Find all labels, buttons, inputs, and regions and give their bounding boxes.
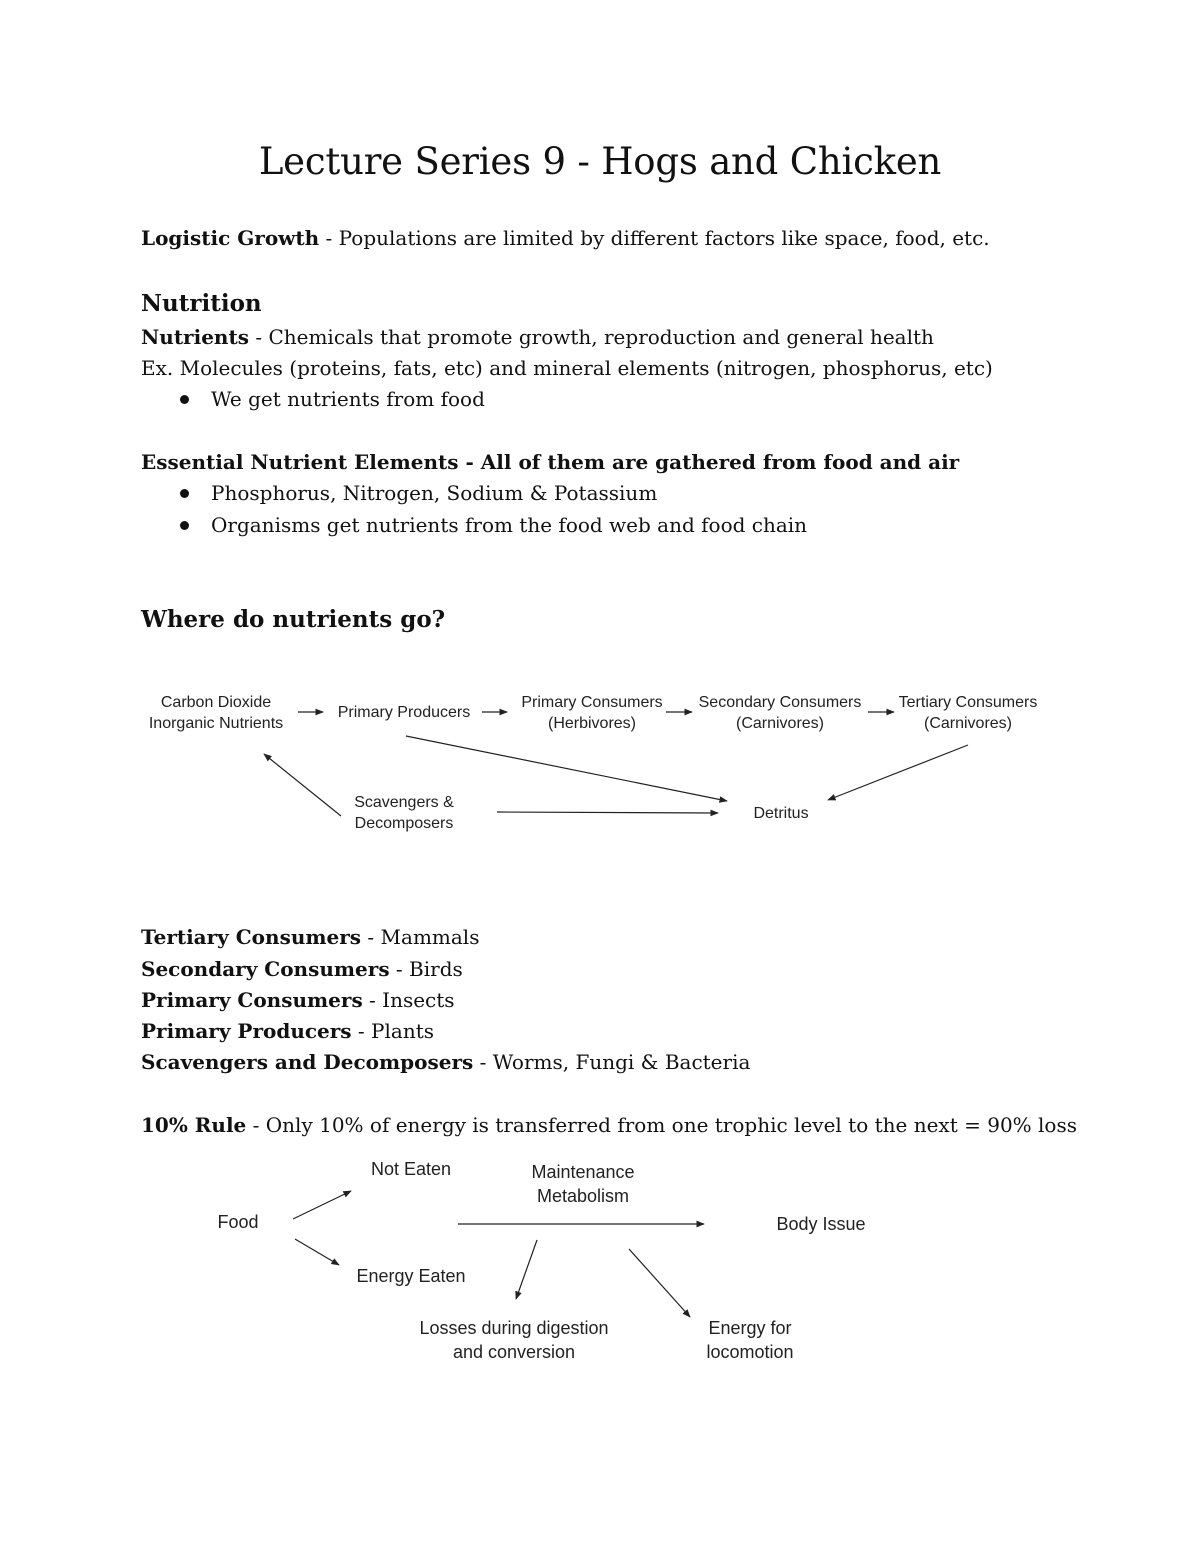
logistic-growth-line	[141, 223, 990, 254]
page-title: Lecture Series 9 - Hogs and Chicken	[258, 140, 942, 183]
locomotion-label-2: locomotion	[706, 1342, 794, 1362]
level-term: Primary Producers	[141, 1019, 352, 1043]
nutrients-def: - Chemicals that promote growth, reproduction and general health	[248, 325, 934, 349]
level-line	[141, 954, 463, 985]
bullet-dot	[180, 489, 189, 498]
rule-term: 10% Rule	[141, 1113, 247, 1137]
level-term: Secondary Consumers	[141, 957, 390, 981]
level-def: - Mammals	[361, 925, 480, 949]
arrow-scavengers-to-co2	[264, 754, 341, 816]
nutrients-example: Ex. Molecules (proteins, fats, etc) and mineral elements (nitrogen, phosphorus, etc)	[141, 356, 993, 380]
arrow-to-losses	[516, 1240, 537, 1299]
producers-label: Primary Producers	[337, 704, 471, 721]
essential-term: Essential Nutrient Elements	[141, 450, 459, 474]
scavengers-label-1: Scavengers &	[354, 794, 454, 811]
logistic-growth-term: Logistic Growth	[141, 226, 320, 250]
secondary-consumers-label-1: Secondary Consumers	[698, 694, 862, 711]
bullet-text: Phosphorus, Nitrogen, Sodium & Potassium	[211, 481, 658, 505]
essential-def: - All of them are gathered from food and air	[458, 450, 960, 474]
level-def: - Insects	[362, 988, 455, 1012]
maintenance-label-2: Metabolism	[536, 1186, 630, 1206]
tertiary-consumers-label-1: Tertiary Consumers	[898, 694, 1038, 711]
level-term: Primary Consumers	[141, 988, 363, 1012]
bullet-dot	[180, 521, 189, 530]
ten-percent-rule-line	[141, 1110, 1077, 1141]
where-heading: Where do nutrients go?	[141, 606, 446, 633]
bullet-dot	[180, 395, 189, 404]
co2-label-1: Carbon Dioxide	[160, 694, 272, 711]
arrow-food-to-not-eaten	[293, 1191, 351, 1219]
co2-label-2: Inorganic Nutrients	[148, 715, 284, 732]
secondary-consumers-label-2: (Carnivores)	[735, 715, 825, 732]
body-issue-label: Body Issue	[776, 1214, 866, 1234]
arrow-producers-to-detritus	[406, 736, 727, 801]
logistic-growth-def: - Populations are limited by different factors like space, food, etc.	[319, 226, 990, 250]
bullet-text: We get nutrients from food	[211, 387, 485, 411]
energy-flow-diagram	[0, 1150, 1200, 1380]
level-def: - Birds	[389, 957, 463, 981]
level-line	[141, 1047, 750, 1078]
detritus-label: Detritus	[753, 805, 809, 822]
locomotion-label-1: Energy for	[708, 1318, 792, 1338]
nutrient-flow-diagram	[0, 670, 1200, 890]
level-def: - Worms, Fungi & Bacteria	[473, 1050, 751, 1074]
level-term: Scavengers and Decomposers	[141, 1050, 474, 1074]
losses-label-2: and conversion	[452, 1342, 576, 1362]
arrow-scavengers-to-detritus	[497, 812, 718, 813]
food-label: Food	[217, 1212, 259, 1232]
arrow-tertiary-to-detritus	[828, 745, 968, 800]
nutrients-term: Nutrients	[141, 325, 249, 349]
nutrients-line	[141, 322, 934, 353]
level-term: Tertiary Consumers	[141, 925, 362, 949]
maintenance-label-1: Maintenance	[531, 1162, 635, 1182]
tertiary-consumers-label-2: (Carnivores)	[923, 715, 1013, 732]
arrow-food-to-energy-eaten	[295, 1239, 339, 1265]
arrow-to-locomotion	[629, 1249, 690, 1317]
energy-eaten-label: Energy Eaten	[356, 1266, 466, 1286]
rule-def: - Only 10% of energy is transferred from one trophic level to the next = 90% loss	[246, 1113, 1077, 1137]
primary-consumers-label-1: Primary Consumers	[521, 694, 663, 711]
losses-label-1: Losses during digestion	[419, 1318, 609, 1338]
level-line	[141, 922, 479, 953]
level-line	[141, 985, 455, 1016]
bullet-text: Organisms get nutrients from the food web and food chain	[211, 513, 808, 537]
scavengers-label-2: Decomposers	[354, 815, 454, 832]
nutrition-heading: Nutrition	[141, 290, 262, 317]
level-line	[141, 1016, 434, 1047]
level-def: - Plants	[351, 1019, 434, 1043]
not-eaten-label: Not Eaten	[370, 1159, 452, 1179]
primary-consumers-label-2: (Herbivores)	[547, 715, 637, 732]
essential-line	[141, 447, 959, 478]
